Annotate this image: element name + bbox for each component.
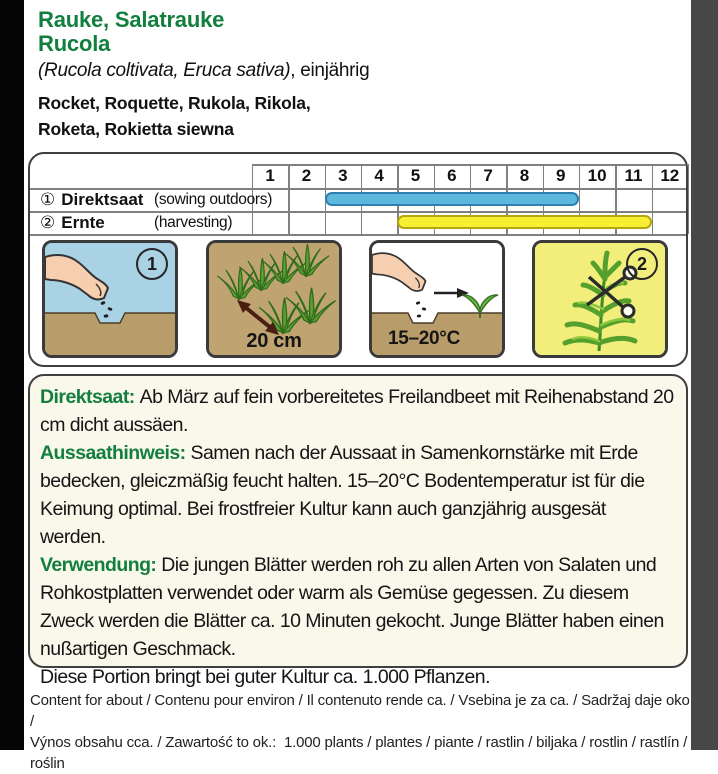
direktsaat-label: Direktsaat — [61, 189, 144, 209]
botanical-name-suffix: , einjährig — [290, 60, 370, 81]
month-cell: 9 — [556, 166, 566, 185]
step-2-badge: 2 — [626, 248, 658, 280]
page-left-black-strip — [0, 0, 24, 750]
month-cell: 2 — [301, 166, 312, 185]
instruction-paragraph — [40, 551, 674, 663]
grid-line-row1-bottom — [30, 211, 686, 213]
contents-note-line2: Výnos obsahu cca. / Zawartość to ok.: 1.000 plants / plantes / piante / rastlin / biljaka / rostlin / rastlín / roślin — [30, 734, 692, 772]
instruction-body: Ab März auf fein vorbereitetes Freilandbeet mit Reihenabstand 20 cm dicht aussäen. — [40, 386, 674, 436]
alt-names-line-1: Rocket, Roquette, Rukola, Rikola, — [38, 93, 311, 113]
grid-line-vertical — [688, 164, 689, 234]
instruction-body: Samen nach der Aussaat in Samenkornstärke mit Erde bedecken, gleiczmäßig feucht halten. 15–20°C Bodentemperatur ist für die Keimung optimal. Bei frostfreier Kultur kann auch ganzjährig ausgesät werden. — [40, 442, 645, 548]
botanical-name-line — [38, 60, 369, 82]
page-right-gray-strip — [691, 0, 718, 750]
circled-1-label: ① — [40, 189, 56, 209]
instruction-label: Verwendung: — [40, 554, 162, 576]
ernte-label: Ernte — [61, 212, 105, 232]
calendar-row-ernte — [40, 211, 233, 234]
pictogram-temperature — [369, 240, 505, 358]
pictogram-harvest — [532, 240, 668, 358]
step-1-badge: 1 — [136, 248, 168, 280]
calendar-row-direktsaat — [40, 188, 273, 211]
instruction-paragraph — [40, 439, 674, 551]
instruction-label: Aussaathinweis: — [40, 442, 191, 464]
instruction-body: Die jungen Blätter werden roh zu allen Arten von Salaten und Rohkostplatten verwendet oder warm als Gemüse gegessen. Zu diesem Zweck werden die Blätter ca. 10 Minuten gekocht. Junge Blätter haben einen nußartigen Geschmack. — [40, 554, 664, 660]
month-cell: 1 — [265, 166, 275, 185]
month-cell: 10 — [587, 166, 607, 185]
page-title-german: Rauke, Salatrauke — [38, 7, 225, 32]
pictogram-spacing — [206, 240, 342, 358]
month-cell: 6 — [447, 166, 457, 185]
month-cell: 12 — [660, 166, 680, 185]
month-cell: 3 — [338, 166, 348, 185]
circled-2-label: ② — [40, 212, 56, 232]
direktsaat-note: (sowing outdoors) — [154, 190, 273, 208]
month-cell: 5 — [410, 166, 421, 185]
instructions-box — [28, 374, 688, 688]
instruction-paragraph — [40, 383, 674, 439]
contents-note-line1: Content for about / Contenu pour environ / Il contenuto rende ca. / Vsebina je za ca. / Sadržaj daje oko / — [30, 692, 694, 730]
month-cell: 7 — [483, 166, 493, 185]
instructions-text — [40, 383, 674, 691]
direktsaat-bar — [325, 192, 579, 206]
instruction-paragraph — [40, 663, 674, 691]
alt-names-line-2: Roketa, Rokietta siewna — [38, 119, 234, 139]
ernte-note: (harvesting) — [154, 213, 233, 231]
botanical-name-italic: (Rucola coltivata, Eruca sativa) — [38, 60, 291, 81]
spacing-caption: 20 cm — [246, 330, 302, 352]
instruction-label: Direktsaat: — [40, 386, 140, 408]
instruction-body: Diese Portion bringt bei guter Kultur ca. 1.000 Pflanzen. — [40, 666, 490, 688]
temperature-caption: 15–20°C — [387, 328, 461, 349]
pictogram-sowing — [42, 240, 178, 358]
grid-line-vertical — [288, 164, 289, 234]
ernte-bar — [397, 215, 651, 229]
month-cell: 11 — [624, 166, 643, 185]
sowing-calendar-box — [28, 152, 688, 367]
month-cell: 4 — [374, 166, 384, 185]
grid-line-vertical — [652, 164, 653, 234]
grid-line-row2-bottom — [30, 234, 686, 236]
page-title-variety: Rucola — [38, 31, 111, 56]
contents-note — [30, 690, 694, 774]
month-cell: 8 — [519, 166, 530, 185]
